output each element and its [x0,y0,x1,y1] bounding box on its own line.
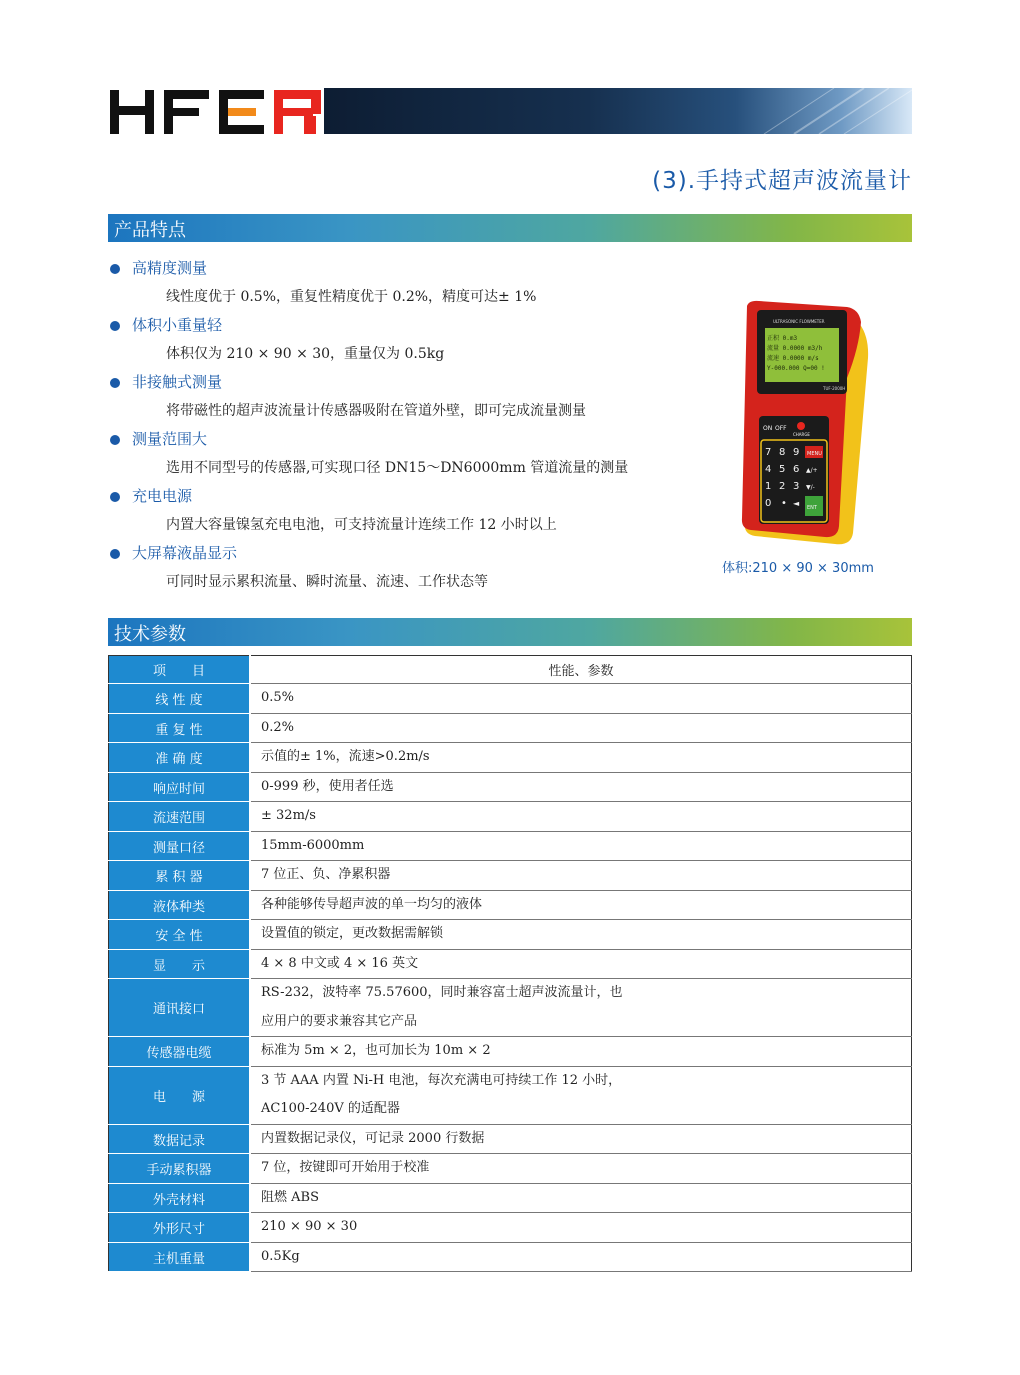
page-title: (3).手持式超声波流量计 [652,168,912,194]
row-value-line: 7 位，按键即可开始用于校准 [261,1160,430,1176]
lcd-line-3: 流速 0.0000 m/s [767,355,819,362]
row-label: 手动累积器 [109,1154,251,1184]
row-value [250,802,912,832]
key-4: 4 [765,464,772,475]
row-value-line: 3 节 AAA 内置 Ni-H 电池，每次充满电可持续工作 12 小时， [261,1072,622,1088]
row-value-line: 15mm-6000mm [261,837,365,853]
row-label: 主机重量 [109,1242,251,1272]
row-value [250,1066,912,1124]
table-row [109,1066,912,1124]
bullet-icon [110,435,120,445]
row-label: 通讯接口 [109,979,251,1037]
table-row [109,831,912,861]
banner-light-streaks [324,88,912,134]
lcd-line-1: 正积 0.m3 [767,335,798,342]
table-row [109,684,912,714]
key-0: 0 [765,498,772,509]
row-label: 数据记录 [109,1124,251,1154]
key-on: ON [763,425,773,432]
row-label: 线 性 度 [109,684,251,714]
feature-desc: 体积仅为 210 × 90 × 30，重量仅为 0.5kg [166,346,445,362]
row-value [250,890,912,920]
key-up: ▲/+ [806,467,818,474]
key-menu: MENU [807,451,822,457]
feature-title: 充电电源 [132,487,193,505]
key-down: ▼/- [806,484,815,491]
row-value-line: 示值的± 1%，流速>0.2m/s [261,749,430,765]
feature-item [108,370,708,427]
table-row [109,802,912,832]
row-value-line: 应用户的要求兼容其它产品 [261,1013,418,1029]
row-label: 流速范围 [109,802,251,832]
table-row [109,1154,912,1184]
feature-desc: 可同时显示累积流量、瞬时流量、流速、工作状态等 [166,574,488,590]
feature-title: 测量范围大 [132,430,208,448]
row-value-line: 阻燃 ABS [261,1189,319,1205]
row-value [250,1183,912,1213]
row-label: 传感器电缆 [109,1037,251,1067]
table-row [109,890,912,920]
table-row [109,920,912,950]
feature-item [108,484,708,541]
row-value [250,684,912,714]
row-value-line: 内置数据记录仪，可记录 2000 行数据 [261,1130,485,1146]
row-label: 液体种类 [109,890,251,920]
row-label: 外形尺寸 [109,1213,251,1243]
row-value [250,949,912,979]
table-row [109,772,912,802]
feature-item [108,541,708,598]
row-label: 重 复 性 [109,713,251,743]
table-header-row [109,656,912,684]
feature-desc: 线性度优于 0.5%，重复性精度优于 0.2%，精度可达± 1% [166,289,537,305]
row-value-line: 各种能够传导超声波的单一均匀的液体 [261,896,483,912]
table-row [109,1037,912,1067]
lcd-line-4: Y-000.000 Q=00 ! [767,365,825,372]
device-brand-label: ULTRASONIC FLOWMETER [773,319,825,324]
flowmeter-device-image [735,298,875,548]
key-dot: • [781,498,787,509]
table-row [109,949,912,979]
key-ent: ENT [807,505,817,511]
features-section-bar [108,214,912,242]
key-1: 1 [765,481,772,492]
row-label: 显 示 [109,949,251,979]
key-2: 2 [779,481,786,492]
key-7: 7 [765,447,772,458]
key-9: 9 [793,447,800,458]
feature-desc: 选用不同型号的传感器,可实现口径 DN15～DN6000mm 管道流量的测量 [166,460,629,476]
row-value-line: 设置值的锁定，更改数据需解锁 [261,926,444,942]
feature-title: 体积小重量轻 [132,316,223,334]
table-row [109,861,912,891]
feature-item [108,313,708,370]
header-banner [324,88,912,134]
table-row [109,713,912,743]
params-section-title: 技术参数 [114,624,186,645]
row-value-line: 210 × 90 × 30 [261,1219,358,1235]
row-value-line: 7 位正、负、净累积器 [261,867,391,883]
key-back: ◄ [793,499,800,508]
row-value-line: 0-999 秒，使用者任选 [261,778,394,794]
table-row [109,1213,912,1243]
row-value [250,772,912,802]
table-row [109,1183,912,1213]
bullet-icon [110,321,120,331]
device-model-label: TUF-2000H [823,386,846,391]
row-value [250,1037,912,1067]
row-value [250,831,912,861]
row-value [250,1124,912,1154]
row-label: 外壳材料 [109,1183,251,1213]
key-5: 5 [779,464,786,475]
params-table [108,655,912,1272]
device-caption: 体积:210 × 90 × 30mm [722,561,874,576]
header-value: 性能、参数 [250,656,912,684]
bullet-icon [110,378,120,388]
row-value-line: 0.5% [261,690,295,706]
row-label: 测量口径 [109,831,251,861]
row-label: 电 源 [109,1066,251,1124]
lcd-line-2: 流量 0.0000 m3/h [767,345,823,352]
key-off: OFF [775,425,787,432]
bullet-icon [110,549,120,559]
table-row [109,1124,912,1154]
row-value-line: 0.5Kg [261,1248,300,1264]
feature-title: 大屏幕液晶显示 [132,544,238,562]
row-value-line: 0.2% [261,719,295,735]
key-8: 8 [779,447,786,458]
feature-desc: 将带磁性的超声波流量计传感器吸附在管道外壁，即可完成流量测量 [166,403,586,419]
row-label: 累 积 器 [109,861,251,891]
key-charge: CHARGE [793,432,810,437]
row-label: 安 全 性 [109,920,251,950]
row-value [250,1242,912,1272]
row-value [250,861,912,891]
row-value [250,713,912,743]
row-value-line: ± 32m/s [261,808,316,824]
row-value [250,979,912,1037]
feature-item [108,427,708,484]
feature-desc: 内置大容量镍氢充电电池，可支持流量计连续工作 12 小时以上 [166,517,557,533]
row-value-line: RS-232，波特率 75.57600，同时兼容富士超声波流量计，也 [261,985,623,1001]
features-section-title: 产品特点 [114,220,186,241]
row-value-line: 标准为 5m × 2，也可加长为 10m × 2 [261,1043,491,1059]
table-row [109,1242,912,1272]
bullet-icon [110,264,120,274]
key-6: 6 [793,464,800,475]
table-row [109,979,912,1037]
row-value-line: AC100-240V 的适配器 [261,1101,400,1117]
feature-title: 高精度测量 [132,259,208,277]
hfer-logo [108,88,324,136]
table-row [109,743,912,773]
feature-item [108,256,708,313]
row-value [250,1213,912,1243]
row-value [250,1154,912,1184]
row-label: 准 确 度 [109,743,251,773]
bullet-icon [110,492,120,502]
feature-title: 非接触式测量 [132,373,223,391]
row-value [250,920,912,950]
header-label: 项 目 [109,656,251,684]
row-value-line: 4 × 8 中文或 4 × 16 英文 [261,955,419,971]
feature-list [108,256,708,598]
charge-led-icon [797,422,805,430]
key-3: 3 [793,481,800,492]
row-value [250,743,912,773]
row-label: 响应时间 [109,772,251,802]
params-section-bar [108,618,912,646]
